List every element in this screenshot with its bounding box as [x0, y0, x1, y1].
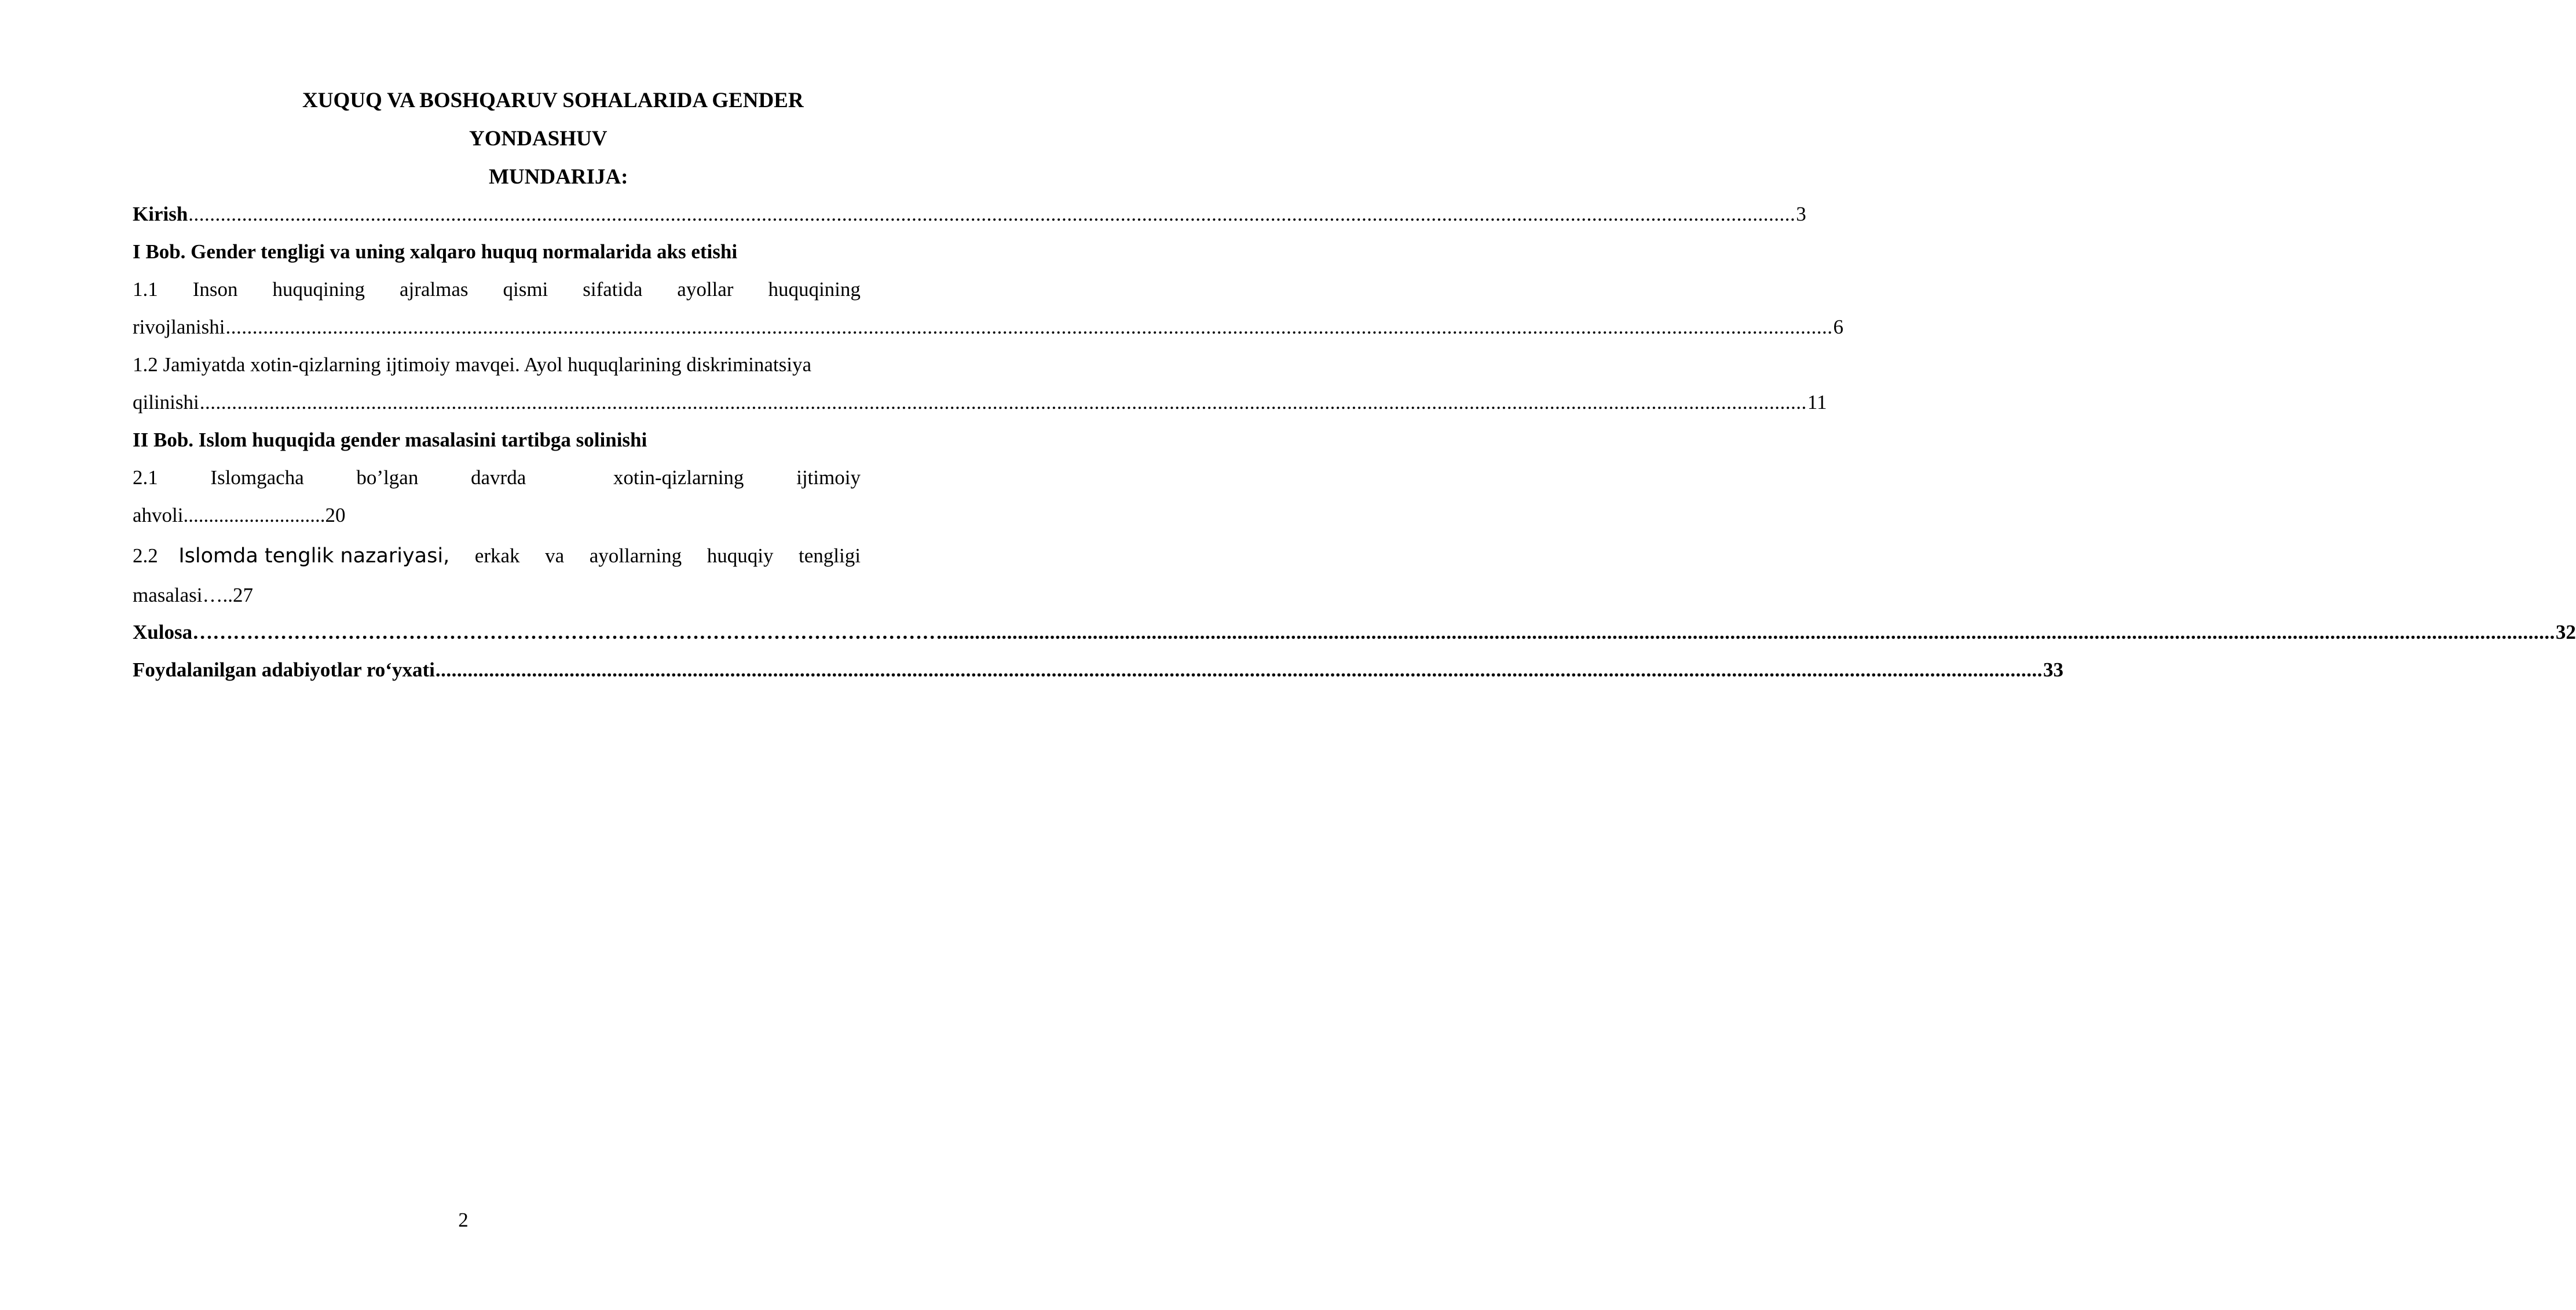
- toc-entry-references: [133, 657, 2063, 683]
- toc-word: davrda: [471, 466, 526, 489]
- toc-word: ijtimoiy: [796, 466, 861, 489]
- toc-conclusion-dots: ………………………………………………………………………………………………….: [192, 621, 947, 643]
- toc-entry-intro: [133, 202, 1806, 227]
- toc-leader-dots: [200, 390, 1807, 415]
- page-number: 2: [458, 1209, 469, 1231]
- toc-word: huquqining: [768, 278, 861, 301]
- toc-section-2-2-line2: masalasi…..27: [133, 584, 254, 606]
- document-title-line1: XUQUQ VA BOSHQARUV SOHALARIDA GENDER: [302, 89, 804, 112]
- toc-word: huquqiy: [707, 544, 774, 567]
- contents-heading: MUNDARIJA:: [489, 165, 628, 189]
- toc-section-2-1-line1: [133, 465, 861, 491]
- toc-s1-2-page: 11: [1807, 391, 1827, 414]
- toc-section-1-2-line2: [133, 390, 1827, 415]
- toc-chapter-1: I Bob. Gender tengligi va uning xalqaro huquq normalarida aks etishi: [133, 240, 738, 263]
- toc-intro-page: 3: [1796, 203, 1806, 225]
- toc-leader-dots: [188, 202, 1795, 227]
- toc-word: Inson: [192, 278, 238, 301]
- toc-conclusion-label: Xulosa: [133, 621, 193, 643]
- toc-s2-2-sans-part: Islomda tenglik nazariyasi,: [178, 544, 450, 568]
- toc-word: huquqining: [272, 278, 365, 301]
- toc-entry-conclusion: [133, 620, 2576, 645]
- toc-section-1-2-line1: 1.2 Jamiyatda xotin-qizlarning ijtimoiy mavqei. Ayol huquqlarining diskriminatsiya: [133, 353, 812, 376]
- toc-word: sifatida: [583, 278, 643, 301]
- toc-word: ayollarning: [589, 544, 682, 567]
- toc-word: 2.1: [133, 466, 158, 489]
- toc-word: bo’lgan: [356, 466, 419, 489]
- toc-s2-2-num: 2.2: [133, 544, 158, 567]
- toc-section-1-1-line1: [133, 277, 861, 302]
- toc-leader-dots: [225, 314, 1832, 340]
- toc-word: qismi: [503, 278, 548, 301]
- toc-leader-dots: [436, 657, 2043, 683]
- toc-s1-1-cont: rivojlanishi: [133, 316, 225, 338]
- toc-section-2-1-line2: ahvoli............................20: [133, 504, 346, 526]
- toc-section-2-2-line1: [133, 542, 861, 570]
- toc-s1-1-page: 6: [1833, 316, 1843, 338]
- toc-references-page: 33: [2043, 658, 2063, 681]
- toc-word: ajralmas: [399, 278, 469, 301]
- toc-word: 1.1: [133, 278, 158, 301]
- toc-word: xotin-qizlarning: [613, 466, 744, 489]
- document-title-line2: YONDASHUV: [469, 127, 608, 151]
- toc-word: ayollar: [677, 278, 734, 301]
- toc-chapter-2: II Bob. Islom huquqida gender masalasini tartibga solinishi: [133, 429, 647, 451]
- toc-s1-2-cont: qilinishi: [133, 391, 199, 414]
- toc-word: Islomgacha: [210, 466, 304, 489]
- toc-word: tengligi: [799, 544, 861, 567]
- toc-leader-dots: [948, 620, 2555, 645]
- toc-section-1-1-line2: [133, 314, 1843, 340]
- toc-word: va: [545, 544, 565, 567]
- toc-conclusion-page: 32: [2555, 621, 2576, 643]
- toc-intro-label: Kirish: [133, 203, 188, 225]
- toc-references-label: Foydalanilgan adabiyotlar ro‘yxati: [133, 658, 435, 681]
- toc-word: erkak: [474, 544, 520, 567]
